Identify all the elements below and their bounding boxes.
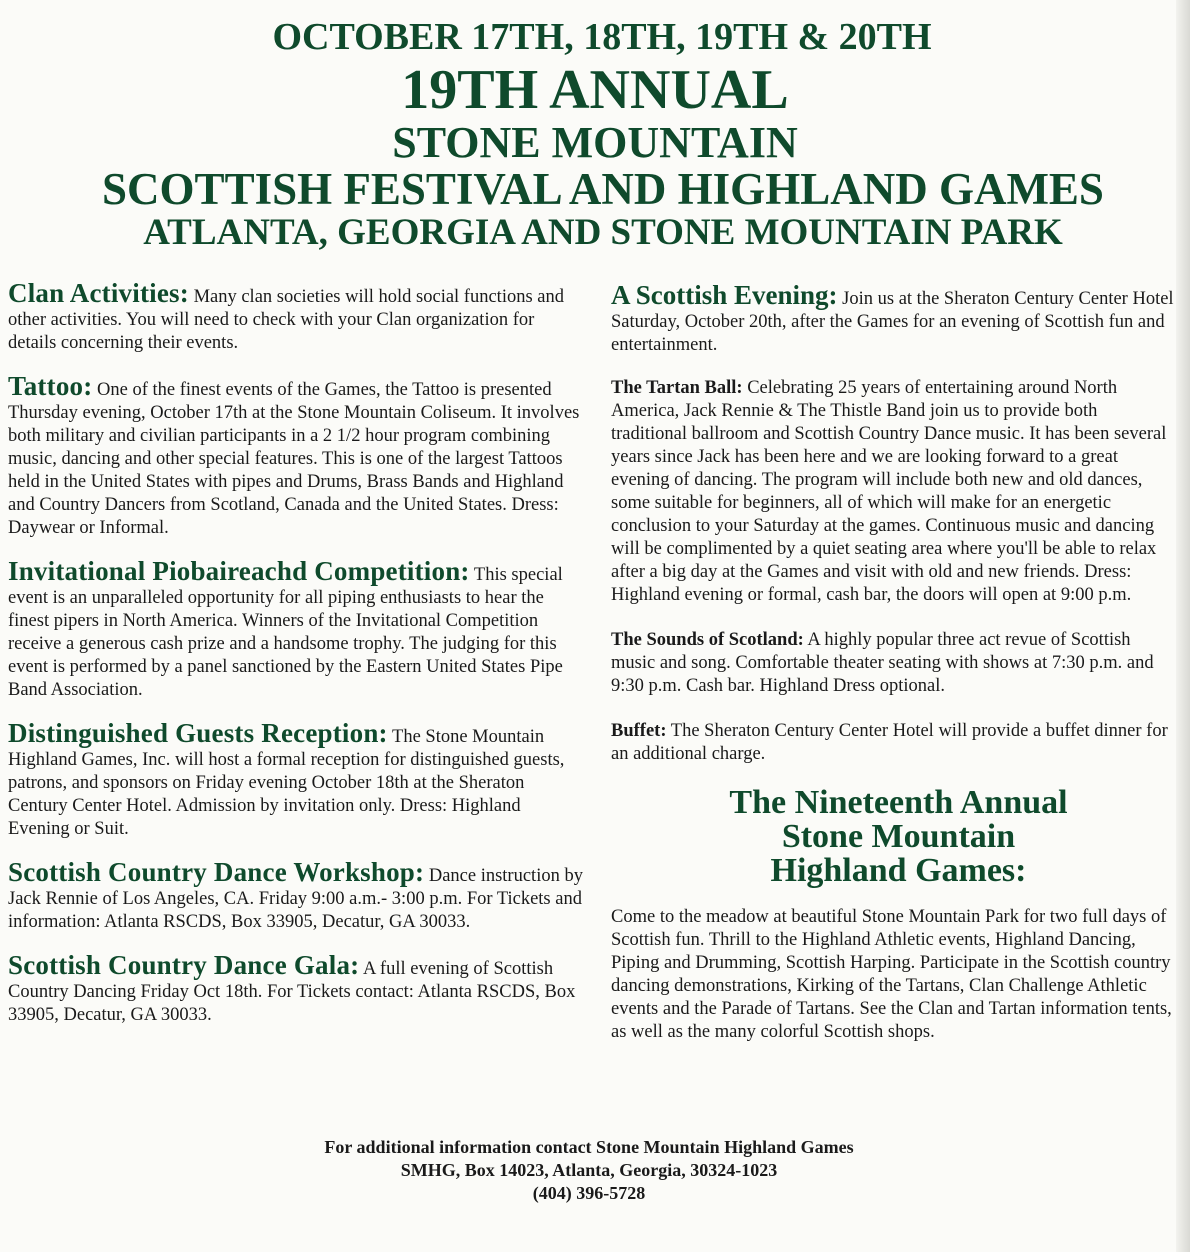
header xyxy=(0,14,1190,254)
section-text: A full evening of Scottish Country Dancing Friday Oct 18th. For Tickets contact: Atlanta RSCDS, Box 33905, Decatur, GA 30033. xyxy=(8,959,576,1025)
section-text: The Stone Mountain Highland Games, Inc. will host a formal reception for distinguished guests, patrons, and sponsors on Friday evening October 18th at the Sheraton Century Center Hotel. Admission by invitation only. Dress: Highland Evening or Suit. xyxy=(8,727,565,839)
highland-games-heading xyxy=(611,786,1176,888)
event-dates: OCTOBER 17TH, 18TH, 19TH & 20TH xyxy=(272,16,932,58)
section-heading: Scottish Country Dance Gala: xyxy=(8,950,360,980)
heading-line: Highland Games: xyxy=(770,852,1027,889)
section-heading: Clan Activities: xyxy=(8,278,189,308)
annual-title: 19TH ANNUAL xyxy=(401,59,789,121)
section-text: This special event is an unparalleled opportunity for all piping enthusiasts to hear the finest pipers in North America. Winners of the Invitational Competition receive a generous cash prize and a handsome trophy. The judging for this event is performed by a panel sanctioned by the Eastern United States Pipe Band Association. xyxy=(8,565,563,700)
section-heading: The Sounds of Scotland: xyxy=(611,630,804,650)
dance-workshop-section xyxy=(8,857,583,934)
section-text: The Sheraton Century Center Hotel will provide a buffet dinner for an additional charge. xyxy=(611,721,1168,764)
contact-phone: (404) 396-5728 xyxy=(532,1183,646,1203)
stone-mountain-title: STONE MOUNTAIN xyxy=(392,118,798,167)
tattoo-section xyxy=(8,371,583,540)
dance-gala-section xyxy=(8,950,583,1027)
section-text: Celebrating 25 years of entertaining around North America, Jack Rennie & The Thistle Band join us to provide both traditional ballroom and Scottish Country Dance music. It has been several years since Jack has been here and we are looking forward to a great evening of dancing. The program will include both new and old dances, some suitable for beginners, all of which will make for an energetic conclusion to your Saturday at the games. Continuous music and dancing will be complimented by a quiet seating area where you'll be able to relax after a big day at the Games and visit with old and new friends. Dress: Highland evening or formal, cash bar, the doors will open at 9:00 p.m. xyxy=(611,378,1167,605)
highland-games-text: Come to the meadow at beautiful Stone Mountain Park for two full days of Scottish fun. Thrill to the Highland Athletic events, Highland Dancing, Piping and Drumming, Scottish Harping. Participate in the Scottish country dancing demonstrations, Kirking of the Tartans, Clan Challenge Athletic events and the Parade of Tartans. See the Clan and Tartan information tents, as well as the many colorful Scottish shops. xyxy=(611,907,1172,1042)
contact-address: SMHG, Box 14023, Atlanta, Georgia, 30324-1023 xyxy=(400,1160,778,1180)
right-column xyxy=(611,280,1176,1064)
contact-footer xyxy=(0,1136,1178,1205)
section-heading: A Scottish Evening: xyxy=(611,280,838,310)
section-text: One of the finest events of the Games, the Tattoo is presented Thursday evening, October 17th at the Stone Mountain Coliseum. It involves both military and civilian participants in a 2 1/2 hour program combining music, dancing and other special features. This is one of the largest Tattoos held in the United States with pipes and Drums, Brass Bands and Highland and Country Dancers from Scotland, Canada and the United States. Dress: Daywear or Informal. xyxy=(8,380,580,538)
section-text: Join us at the Sheraton Century Center Hotel Saturday, October 20th, after the Games for an evening of Scottish fun and entertainment. xyxy=(611,289,1174,355)
section-heading: Scottish Country Dance Workshop: xyxy=(8,857,425,887)
contact-line: For additional information contact Stone Mountain Highland Games xyxy=(324,1137,854,1157)
guests-reception-section xyxy=(8,718,583,841)
section-text: Many clan societies will hold social functions and other activities. You will need to check with your Clan organization for details concerning their events. xyxy=(8,287,564,353)
sounds-of-scotland-section xyxy=(611,629,1176,698)
left-column xyxy=(8,278,583,1047)
festival-title: SCOTTISH FESTIVAL AND HIGHLAND GAMES xyxy=(102,164,1104,214)
page-edge-shadow xyxy=(1176,0,1190,1252)
piobaireachd-section xyxy=(8,556,583,702)
section-heading: Buffet: xyxy=(611,721,667,741)
location-title: ATLANTA, GEORGIA AND STONE MOUNTAIN PARK xyxy=(143,212,1063,253)
section-heading: Distinguished Guests Reception: xyxy=(8,718,388,748)
section-text: A highly popular three act revue of Scottish music and song. Comfortable theater seating with shows at 7:30 p.m. and 9:30 p.m. Cash bar. Highland Dress optional. xyxy=(611,630,1154,696)
clan-activities-section xyxy=(8,278,583,355)
scottish-evening-section xyxy=(611,280,1176,357)
buffet-section xyxy=(611,720,1176,766)
heading-line: Stone Mountain xyxy=(781,818,1016,855)
tartan-ball-section xyxy=(611,377,1176,607)
section-heading: Invitational Piobaireachd Competition: xyxy=(8,556,470,586)
section-text: Dance instruction by Jack Rennie of Los Angeles, CA. Friday 9:00 a.m.- 3:00 p.m. For Tickets and information: Atlanta RSCDS, Box 33905, Decatur, GA 30033. xyxy=(8,866,583,932)
section-heading: The Tartan Ball: xyxy=(611,378,743,398)
heading-line: The Nineteenth Annual xyxy=(729,784,1068,821)
section-heading: Tattoo: xyxy=(8,371,93,401)
